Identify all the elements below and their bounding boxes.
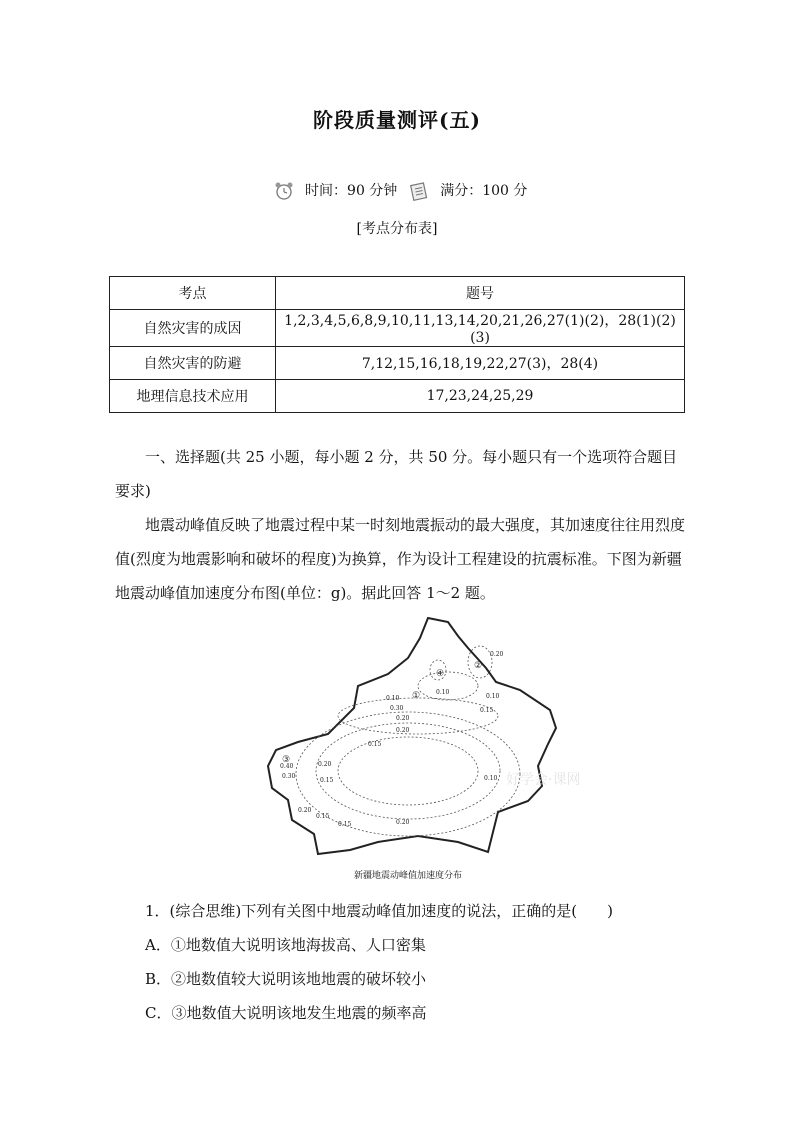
page-title: 阶段质量测评(五) <box>313 108 481 132</box>
svg-text:0.10: 0.10 <box>486 693 500 700</box>
paper-icon <box>408 180 430 202</box>
svg-text:0.15: 0.15 <box>480 707 494 714</box>
row-numbers: 1,2,3,4,5,6,8,9,10,11,13,14,20,21,26,27(1)(2)，28(1)(2)(3) <box>276 310 685 347</box>
header-topic: 考点 <box>110 277 276 310</box>
table-row <box>110 310 685 347</box>
question-1-option-b[interactable]: B．②地数值较大说明该地地震的破坏较小 <box>145 970 427 988</box>
map-watermark: 好学会·课网 <box>506 772 581 788</box>
svg-text:②: ② <box>474 661 483 671</box>
question-1-option-c[interactable]: C．③地数值大说明该地发生地震的频率高 <box>145 1004 427 1022</box>
row-topic: 自然灾害的防避 <box>110 347 276 380</box>
map-caption: 新疆地震动峰值加速度分布 <box>353 871 463 881</box>
svg-text:④: ④ <box>436 669 445 679</box>
svg-text:0.20: 0.20 <box>396 715 410 722</box>
svg-text:0.20: 0.20 <box>318 761 332 768</box>
table-row <box>110 380 685 413</box>
svg-text:0.10: 0.10 <box>386 695 400 702</box>
passage-text: 地震动峰值反映了地震过程中某一时刻地震振动的最大强度，其加速度往往用烈度值(烈度为地震影响和破坏的程度)为换算，作为设计工程建设的抗震标准。下图为新疆地震动峰值加速度分布图(单位：g)。据此回答 1～2 题。 <box>115 516 686 602</box>
svg-text:0.20: 0.20 <box>490 651 504 658</box>
svg-text:0.15: 0.15 <box>316 813 330 820</box>
svg-text:0.10: 0.10 <box>436 689 450 696</box>
svg-text:0.10: 0.10 <box>484 775 498 782</box>
row-topic: 自然灾害的成因 <box>110 310 276 347</box>
svg-text:0.15: 0.15 <box>368 741 382 748</box>
question-1-option-a[interactable]: A．①地数值大说明该地海拔高、人口密集 <box>145 936 426 954</box>
svg-text:0.40: 0.40 <box>280 763 294 770</box>
svg-text:③: ③ <box>282 755 291 765</box>
svg-text:0.30: 0.30 <box>390 705 404 712</box>
table-row <box>110 347 685 380</box>
xinjiang-contour-map <box>258 616 581 884</box>
row-numbers: 17,23,24,25,29 <box>276 380 685 413</box>
svg-text:0.30: 0.30 <box>282 773 296 780</box>
svg-text:0.20: 0.20 <box>396 819 410 826</box>
row-topic: 地理信息技术应用 <box>110 380 276 413</box>
section-intro: 一、选择题(共 25 小题，每小题 2 分，共 50 分。每小题只有一个选项符合题目要求) <box>115 448 678 500</box>
alarm-clock-icon <box>273 180 295 202</box>
svg-text:①: ① <box>412 691 421 701</box>
table-subtitle: [考点分布表] <box>356 221 438 237</box>
svg-text:0.15: 0.15 <box>320 777 334 784</box>
time-label: 时间：90 分钟 <box>305 183 398 199</box>
exam-meta <box>0 180 794 202</box>
header-numbers: 题号 <box>276 277 685 310</box>
svg-text:0.15: 0.15 <box>338 821 352 828</box>
table-header-row <box>110 277 685 310</box>
topic-distribution-table <box>109 276 685 413</box>
question-1-stem: 1．(综合思维)下列有关图中地震动峰值加速度的说法，正确的是( ) <box>145 902 613 920</box>
score-label: 满分：100 分 <box>440 183 528 199</box>
svg-text:0.20: 0.20 <box>298 807 312 814</box>
row-numbers: 7,12,15,16,18,19,22,27(3)，28(4) <box>276 347 685 380</box>
svg-text:0.20: 0.20 <box>396 727 410 734</box>
